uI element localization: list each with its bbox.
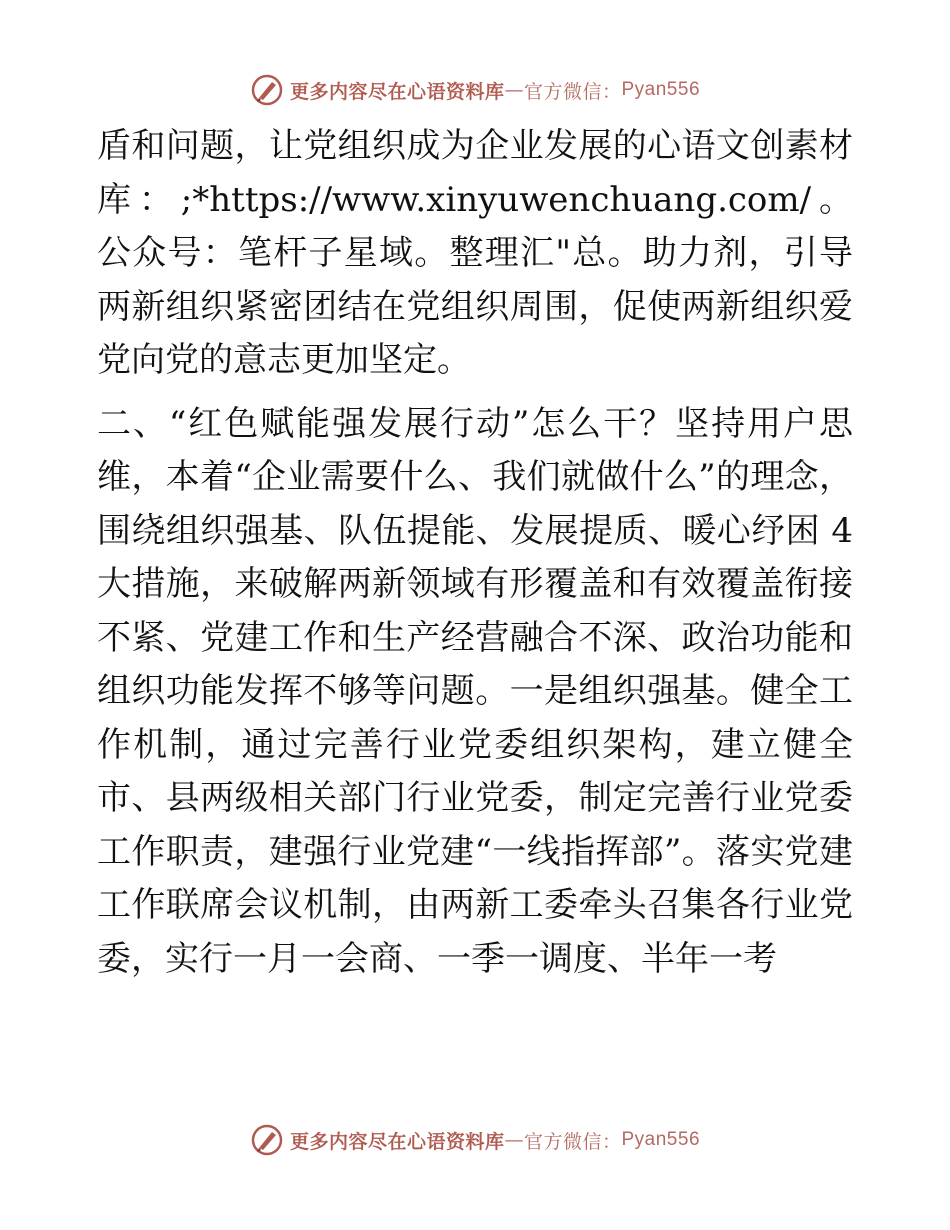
watermark-dash: —	[504, 1129, 524, 1151]
watermark-wechat-id: Pyan556	[621, 1129, 701, 1150]
watermark-text: 更多内容尽在心语资料库	[289, 1130, 505, 1153]
paragraph-2: 二、“红色赋能强发展行动”怎么干？坚持用户思维，本着“企业需要什么、我们就做什么”的理念，围绕组织强基、队伍提能、发展提质、暖心纾困 4 大措施，来破解两新领域有形覆盖和有效覆盖衔接不紧、党建工作和生产经营融合不深、政治功能和组织功能发挥不够等问题。一是组织强基。健全工作机制，通过完善行业党委组织架构，建立健全市、县两级相关部门行业党委，制定完善行业党委工作职责，建强行业党建“一线指挥部”。落实党建工作联席会议机制，由两新工委牵头召集各行业党委，实行一月一会商、一季一调度、半年一考	[97, 403, 853, 979]
footer-watermark	[0, 1120, 950, 1160]
header-watermark	[0, 70, 950, 110]
watermark-dash: —	[504, 79, 524, 101]
document-body	[97, 120, 853, 986]
watermark-wechat-id: Pyan556	[621, 79, 701, 100]
watermark-wechat-label: 官方微信：	[523, 1130, 622, 1153]
watermark-wechat-label: 官方微信：	[523, 80, 622, 103]
watermark-text: 更多内容尽在心语资料库	[289, 80, 505, 103]
quill-logo-icon	[250, 73, 284, 107]
quill-logo-icon	[250, 1123, 284, 1157]
paragraph-1: 盾和问题，让党组织成为企业发展的心语文创素材库：;*https://www.xinyuwenchuang.com/。公众号：笔杆子星域。整理汇"总。助力剂，引导两新组织紧密团结在党组织周围，促使两新组织爱党向党的意志更加坚定。	[97, 126, 853, 380]
